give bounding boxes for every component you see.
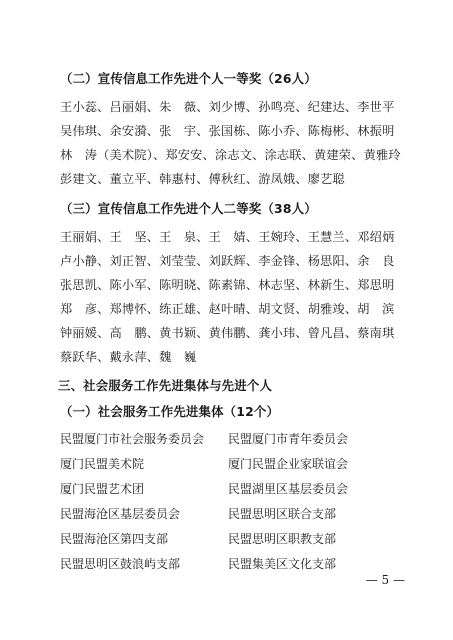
second-prize-line: 王丽娟、王 坚、王 泉、王 婧、王婉玲、王慧兰、邓绍炳 xyxy=(60,230,395,244)
social-service-subheading: （一）社会服务工作先进集体（12个） xyxy=(60,404,280,419)
collective-row xyxy=(60,431,400,447)
first-prize-line: 林 涛（美术院）、郑安安、涂志文、涂志联、黄建荣、黄雅玲 xyxy=(60,148,401,162)
collective-name: 厦门民盟美术院 xyxy=(60,457,145,471)
social-service-heading: 三、社会服务工作先进集体与先进个人 xyxy=(58,378,273,393)
collective-name: 民盟思明区联合支部 xyxy=(228,507,337,521)
collective-name: 民盟海沧区第四支部 xyxy=(60,532,169,546)
collective-row xyxy=(60,456,400,472)
page-number: — 5 — xyxy=(365,573,405,587)
second-prize-heading: （三）宣传信息工作先进个人二等奖（38人） xyxy=(60,201,317,216)
collective-name: 厦门民盟艺术团 xyxy=(60,482,145,496)
collective-row xyxy=(60,481,400,497)
collective-row xyxy=(60,531,400,547)
first-prize-line: 彭建文、董立平、韩惠村、傅秋红、游凤娥、廖艺聪 xyxy=(60,172,345,186)
second-prize-line: 郑 彦、郑博怀、练正雄、赵叶晴、胡文贤、胡雅竣、胡 滨 xyxy=(60,302,395,316)
collective-row xyxy=(60,506,400,522)
collective-name: 民盟思明区鼓浪屿支部 xyxy=(60,557,181,571)
collective-name: 民盟厦门市社会服务委员会 xyxy=(60,432,205,446)
collective-row xyxy=(60,556,400,572)
first-prize-line: 王小蕊、吕丽娟、朱 薇、刘少博、孙鸣亮、纪建达、李世平 xyxy=(60,100,395,114)
collective-name: 民盟厦门市青年委员会 xyxy=(228,432,349,446)
collective-name: 民盟海沧区基层委员会 xyxy=(60,507,181,521)
collective-name: 民盟湖里区基层委员会 xyxy=(228,482,349,496)
second-prize-line: 张思凯、陈小军、陈明晓、陈素锦、林志坚、林新生、郑思明 xyxy=(60,278,395,292)
second-prize-line: 卢小静、刘正智、刘莹莹、刘跃辉、李金锋、杨思阳、余 良 xyxy=(60,254,395,268)
first-prize-line: 吴伟琪、余安漪、张 宇、张国栋、陈小乔、陈梅彬、林振明 xyxy=(60,124,395,138)
second-prize-line: 蔡跃华、戴永萍、魏 巍 xyxy=(60,350,197,364)
collective-name: 民盟集美区文化支部 xyxy=(228,557,337,571)
collective-name: 民盟思明区职教支部 xyxy=(228,532,337,546)
second-prize-line: 钟丽媛、高 鹏、黄书颖、黄伟鹏、龚小玮、曾凡昌、蔡南琪 xyxy=(60,326,395,340)
collective-name: 厦门民盟企业家联谊会 xyxy=(228,457,349,471)
first-prize-heading: （二）宣传信息工作先进个人一等奖（26人） xyxy=(60,71,317,86)
